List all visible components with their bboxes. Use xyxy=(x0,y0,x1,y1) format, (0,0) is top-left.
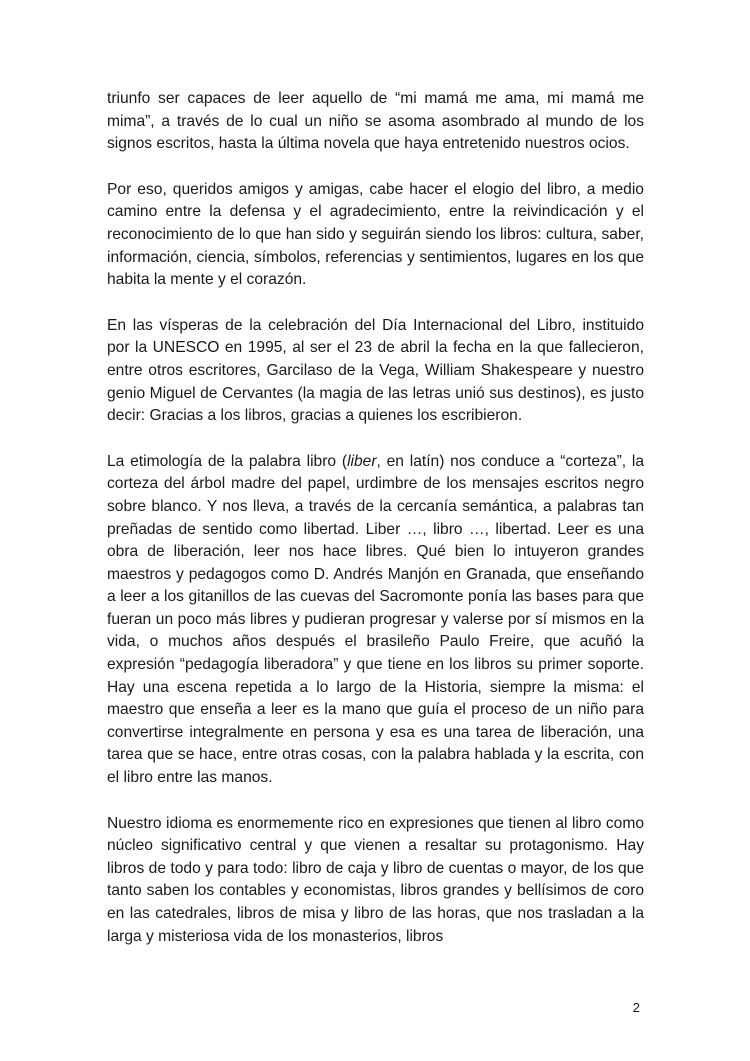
page-number: 2 xyxy=(632,1000,640,1015)
paragraph-2: Por eso, queridos amigos y amigas, cabe hacer el elogio del libro, a medio camino entre la defensa y el agradecimiento, entre la reivindicación y el reconocimiento de lo que han sido y seguirán siendo los libros: cultura, saber, información, ciencia, símbolos, referencias y sentimientos, lugares en los que habita la mente y el corazón. xyxy=(107,180,644,289)
latin-term: liber xyxy=(347,452,377,470)
paragraph-4: La etimología de la palabra libro (liber, en latín) nos conduce a “corteza”, la corteza del árbol madre del papel, urdimbre de los mensajes escritos negro sobre blanco. Y nos lleva, a través de la cercanía semántica, a palabras tan preñadas de sentido como libertad. Liber …, libro …, libertad. Leer es una obra de liberación, leer nos hace libres. Qué bien lo intuyeron grandes maestros y pedagogos como D. Andrés Manjón en Granada, que enseñando a leer a los gitanillos de las cuevas del Sacromonte ponía las bases para que fueran un poco más libres y pudieran progresar y valerse por sí mismos en la vida, o muchos años después el brasileño Paulo Freire, que acuñó la expresión “pedagogía liberadora” y que tiene en los libros su primer soporte. Hay una escena repetida a lo largo de la Historia, siempre la misma: el maestro que enseña a leer es la mano que guía el proceso de un niño para convertirse integralmente en persona y esa es una tarea de liberación, una tarea que se hace, entre otras cosas, con la palabra hablada y la escrita, con el libro entre las manos. xyxy=(107,452,645,787)
paragraph-1: triunfo ser capaces de leer aquello de “mi mamá me ama, mi mamá me mima”, a través de lo cual un niño se asoma asombrado al mundo de los signos escritos, hasta la última novela que haya entretenido nuestros ocios. xyxy=(107,90,644,153)
paragraph-5: Nuestro idioma es enormemente rico en expresiones que tienen al libro como núcleo significativo central y que vienen a resaltar su protagonismo. Hay libros de todo y para todo: libro de caja y libro de cuentas o mayor, de los que tanto saben los contables y economistas, libros grandes y bellísimos de coro en las catedrales, libros de misa y libro de las horas, que nos trasladan a la larga y misteriosa vida de los monasterios, libros xyxy=(107,814,644,945)
paragraph-3: En las vísperas de la celebración del Día Internacional del Libro, instituido por la UNESCO en 1995, al ser el 23 de abril la fecha en la que fallecieron, entre otros escritores, Garcilaso de la Vega, William Shakespeare y nuestro genio Miguel de Cervantes (la magia de las letras unió sus destinos), es justo decir: Gracias a los libros, gracias a quienes los escribieron. xyxy=(107,316,644,425)
body-text xyxy=(107,88,644,971)
